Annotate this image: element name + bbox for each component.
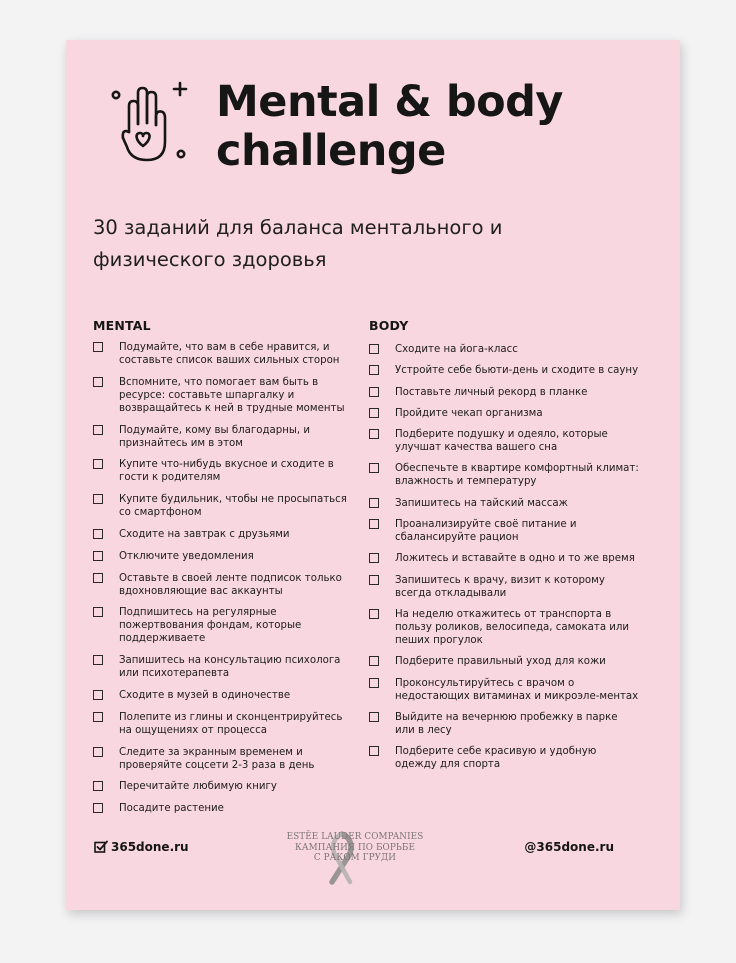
site-link[interactable]: 365done.ru bbox=[111, 840, 189, 854]
checkbox[interactable] bbox=[369, 498, 379, 508]
mental-task bbox=[93, 458, 353, 484]
task-text: Посадите растение bbox=[119, 803, 224, 815]
mental-task bbox=[93, 780, 353, 793]
task-text: Купите что-нибудь вкусное и сходите в гости к родителям bbox=[119, 459, 334, 484]
checkbox[interactable] bbox=[369, 429, 379, 439]
body-task bbox=[369, 711, 639, 737]
mental-task bbox=[93, 528, 353, 541]
checkbox[interactable] bbox=[93, 573, 103, 583]
mental-task bbox=[93, 606, 353, 645]
partner-campaign-line2: С РАКОМ ГРУДИ bbox=[313, 853, 397, 863]
checkbox[interactable] bbox=[93, 712, 103, 722]
body-task bbox=[369, 497, 639, 510]
mental-task bbox=[93, 376, 353, 415]
mental-task-list bbox=[93, 341, 353, 815]
body-task bbox=[369, 386, 639, 399]
checkbox[interactable] bbox=[369, 678, 379, 688]
task-text: Оставьте в своей ленте подписок только вдохновляющие вас аккаунты bbox=[119, 572, 342, 597]
checkbox[interactable] bbox=[93, 781, 103, 791]
task-text: Подпишитесь на регулярные пожертвования фондам, которые поддерживаете bbox=[119, 607, 302, 645]
body-task bbox=[369, 655, 639, 668]
body-task bbox=[369, 745, 639, 771]
body-task bbox=[369, 428, 639, 454]
task-text: Подумайте, кому вы благодарны, и признайтесь им в этом bbox=[119, 424, 310, 449]
mental-task bbox=[93, 802, 353, 815]
checkbox[interactable] bbox=[93, 655, 103, 665]
mental-task bbox=[93, 689, 353, 702]
title-line-1: Mental & body bbox=[216, 77, 563, 127]
raised-hand-with-heart-icon bbox=[110, 78, 190, 168]
partner-campaign-line1: КАМПАНИЯ ПО БОРЬБЕ bbox=[295, 842, 415, 853]
checkbox[interactable] bbox=[369, 365, 379, 375]
task-text: Устройте себе бьюти-день и сходите в сауну bbox=[395, 365, 639, 377]
mental-task bbox=[93, 746, 353, 772]
checkbox[interactable] bbox=[93, 459, 103, 469]
task-text: Купите будильник, чтобы не просыпаться со смартфоном bbox=[119, 494, 347, 519]
task-text: Отключите уведомления bbox=[119, 550, 254, 562]
mental-task bbox=[93, 341, 353, 367]
checkbox[interactable] bbox=[93, 425, 103, 435]
checkbox[interactable] bbox=[369, 553, 379, 563]
partner-name: ESTĒE LAUDER COMPANIES bbox=[286, 832, 424, 842]
body-column bbox=[369, 318, 639, 779]
body-task bbox=[369, 608, 639, 647]
task-text: Следите за экранным временем и проверяйте соцсети 2-3 раза в день bbox=[119, 746, 315, 771]
task-text: Запишитесь на консультацию психолога или психотерапевта bbox=[119, 655, 341, 680]
task-text: Проконсультируйтесь с врачом о недостающих витаминах и микроэле-ментах bbox=[395, 677, 639, 702]
mental-heading: MENTAL bbox=[93, 318, 151, 333]
body-task bbox=[369, 518, 639, 544]
task-text: Полепите из глины и сконцентрируйтесь на ощущениях от процесса bbox=[119, 711, 343, 736]
checkbox[interactable] bbox=[93, 803, 103, 813]
checkbox[interactable] bbox=[369, 609, 379, 619]
body-task bbox=[369, 364, 639, 377]
mental-task bbox=[93, 654, 353, 680]
checkbox[interactable] bbox=[93, 690, 103, 700]
task-text: Поставьте личный рекорд в планке bbox=[395, 386, 588, 398]
task-text: Вспомните, что помогает вам быть в ресурсе: составьте шпаргалку и возвращайтесь к ней в трудные моменты bbox=[119, 376, 345, 414]
task-text: Подберите правильный уход для кожи bbox=[395, 656, 606, 668]
challenge-sheet bbox=[66, 40, 680, 910]
task-text: Сходите на йога-класс bbox=[395, 344, 518, 355]
checkbox[interactable] bbox=[93, 551, 103, 561]
checkbox[interactable] bbox=[369, 746, 379, 756]
task-text: Подумайте, что вам в себе нравится, и составьте список ваших сильных сторон bbox=[119, 342, 340, 366]
checkbox[interactable] bbox=[93, 342, 103, 352]
checkbox[interactable] bbox=[93, 529, 103, 539]
checkbox[interactable] bbox=[369, 463, 379, 473]
social-handle-link[interactable]: @365done.ru bbox=[524, 840, 614, 854]
task-text: Сходите на завтрак с друзьями bbox=[119, 528, 290, 540]
checkbox[interactable] bbox=[93, 607, 103, 617]
body-heading: BODY bbox=[369, 318, 409, 333]
task-text: Запишитесь на тайский массаж bbox=[395, 497, 568, 509]
checkbox[interactable] bbox=[93, 747, 103, 757]
task-text: Выйдите на вечернюю пробежку в парке или в лесу bbox=[395, 711, 618, 736]
page-title bbox=[216, 78, 563, 176]
checkbox[interactable] bbox=[369, 519, 379, 529]
mental-task bbox=[93, 572, 353, 598]
checkbox[interactable] bbox=[369, 344, 379, 354]
body-task bbox=[369, 407, 639, 420]
task-text: Подберите подушку и одеяло, которые улучшат качества вашего сна bbox=[395, 429, 608, 454]
checkbox[interactable] bbox=[93, 377, 103, 387]
body-task bbox=[369, 574, 639, 600]
body-task bbox=[369, 677, 639, 703]
checkbox[interactable] bbox=[93, 494, 103, 504]
mental-task bbox=[93, 711, 353, 737]
checkbox[interactable] bbox=[369, 712, 379, 722]
title-line-2: challenge bbox=[216, 126, 446, 176]
task-text: Пройдите чекап организма bbox=[395, 407, 543, 419]
body-task bbox=[369, 552, 639, 565]
task-text: Обеспечьте в квартире комфортный климат: влажность и температуру bbox=[395, 463, 639, 488]
mental-task bbox=[93, 493, 353, 519]
task-text: Запишитесь к врачу, визит к которому всегда откладывали bbox=[395, 574, 605, 599]
task-text: Сходите в музей в одиночестве bbox=[119, 689, 291, 701]
partner-logo bbox=[280, 832, 430, 888]
task-text: Перечитайте любимую книгу bbox=[119, 781, 277, 793]
body-task bbox=[369, 343, 639, 356]
task-text: На неделю откажитесь от транспорта в пользу роликов, велосипеда, самоката или пеших прогулок bbox=[395, 608, 630, 646]
footer-site bbox=[94, 840, 189, 854]
task-text: Подберите себе красивую и удобную одежду для спорта bbox=[395, 746, 597, 771]
checkbox[interactable] bbox=[369, 575, 379, 585]
checkbox[interactable] bbox=[369, 656, 379, 666]
checkmark-in-box-icon bbox=[94, 840, 108, 854]
mental-task bbox=[93, 550, 353, 563]
checkbox[interactable] bbox=[369, 387, 379, 397]
body-task-list bbox=[369, 343, 639, 771]
mental-task bbox=[93, 424, 353, 450]
task-text: Ложитесь и вставайте в одно и то же время bbox=[395, 553, 635, 565]
checkbox[interactable] bbox=[369, 408, 379, 418]
task-text: Проанализируйте своё питание и сбалансируйте рацион bbox=[395, 519, 577, 544]
subtitle: 30 заданий для баланса ментального и физического здоровья bbox=[93, 216, 503, 271]
body-task bbox=[369, 462, 639, 488]
mental-column bbox=[93, 318, 353, 824]
